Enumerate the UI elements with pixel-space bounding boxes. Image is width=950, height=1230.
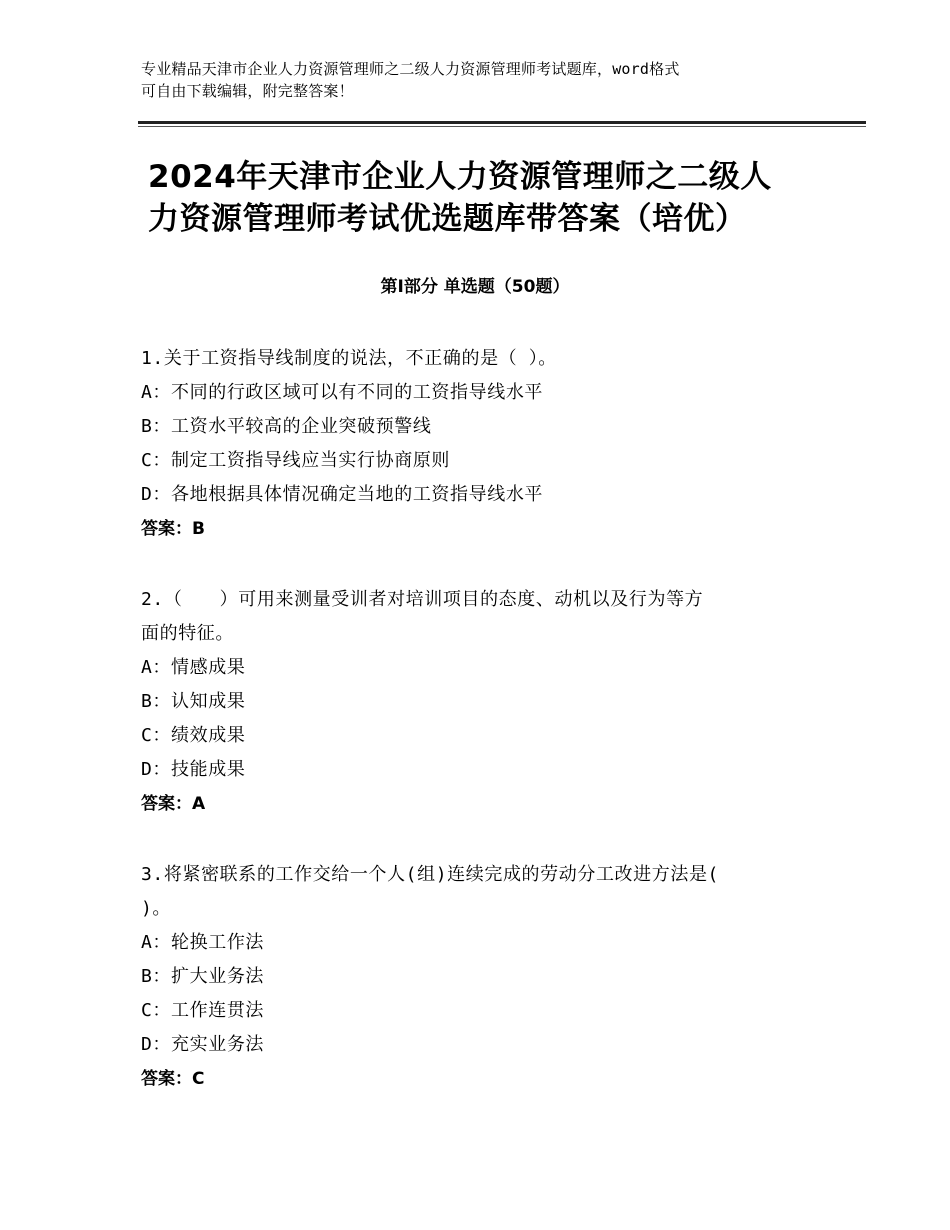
question-option: B：工资水平较高的企业突破预警线: [141, 416, 432, 437]
header-divider-thin: [138, 126, 866, 127]
question-stem: 2.（ ）可用来测量受训者对培训项目的态度、动机以及行为等方: [141, 589, 704, 610]
question-option: A：情感成果: [141, 657, 246, 678]
question-option: D：充实业务法: [141, 1034, 265, 1055]
question-stem-continued: )。: [141, 898, 172, 919]
question-answer: 答案：B: [141, 519, 205, 539]
question-stem-continued: 面的特征。: [141, 623, 234, 644]
question-option: A：轮换工作法: [141, 932, 265, 953]
question-item: [141, 858, 821, 1096]
question-option: A：不同的行政区域可以有不同的工资指导线水平: [141, 382, 544, 403]
question-item: [141, 342, 821, 546]
question-item: [141, 583, 821, 821]
question-option: B：认知成果: [141, 691, 246, 712]
question-option: D：各地根据具体情况确定当地的工资指导线水平: [141, 484, 544, 505]
question-option: B：扩大业务法: [141, 966, 265, 987]
question-option: C：制定工资指导线应当实行协商原则: [141, 450, 451, 471]
question-option: C：工作连贯法: [141, 1000, 265, 1021]
question-answer: 答案：A: [141, 794, 206, 814]
question-option: C：绩效成果: [141, 725, 246, 746]
document-title: [148, 156, 838, 240]
header-note-line-1: 专业精品天津市企业人力资源管理师之二级人力资源管理师考试题库，word格式: [141, 60, 680, 78]
document-title-line-2: 力资源管理师考试优选题库带答案（培优）: [148, 201, 747, 237]
header-note-line-2: 可自由下载编辑，附完整答案！: [141, 82, 354, 100]
question-stem: 1.关于工资指导线制度的说法，不正确的是（ ）。: [141, 348, 557, 369]
question-list: [141, 342, 821, 1133]
question-option: D：技能成果: [141, 759, 246, 780]
header-note: [141, 58, 821, 102]
document-title-line-1: 2024年天津市企业人力资源管理师之二级人: [148, 159, 772, 195]
header-divider-thick: [138, 121, 866, 124]
question-stem: 3.将紧密联系的工作交给一个人(组)连续完成的劳动分工改进方法是(: [141, 864, 719, 885]
question-answer: 答案：C: [141, 1069, 205, 1089]
section-title: 第Ⅰ部分 单选题（50题）: [380, 277, 570, 297]
